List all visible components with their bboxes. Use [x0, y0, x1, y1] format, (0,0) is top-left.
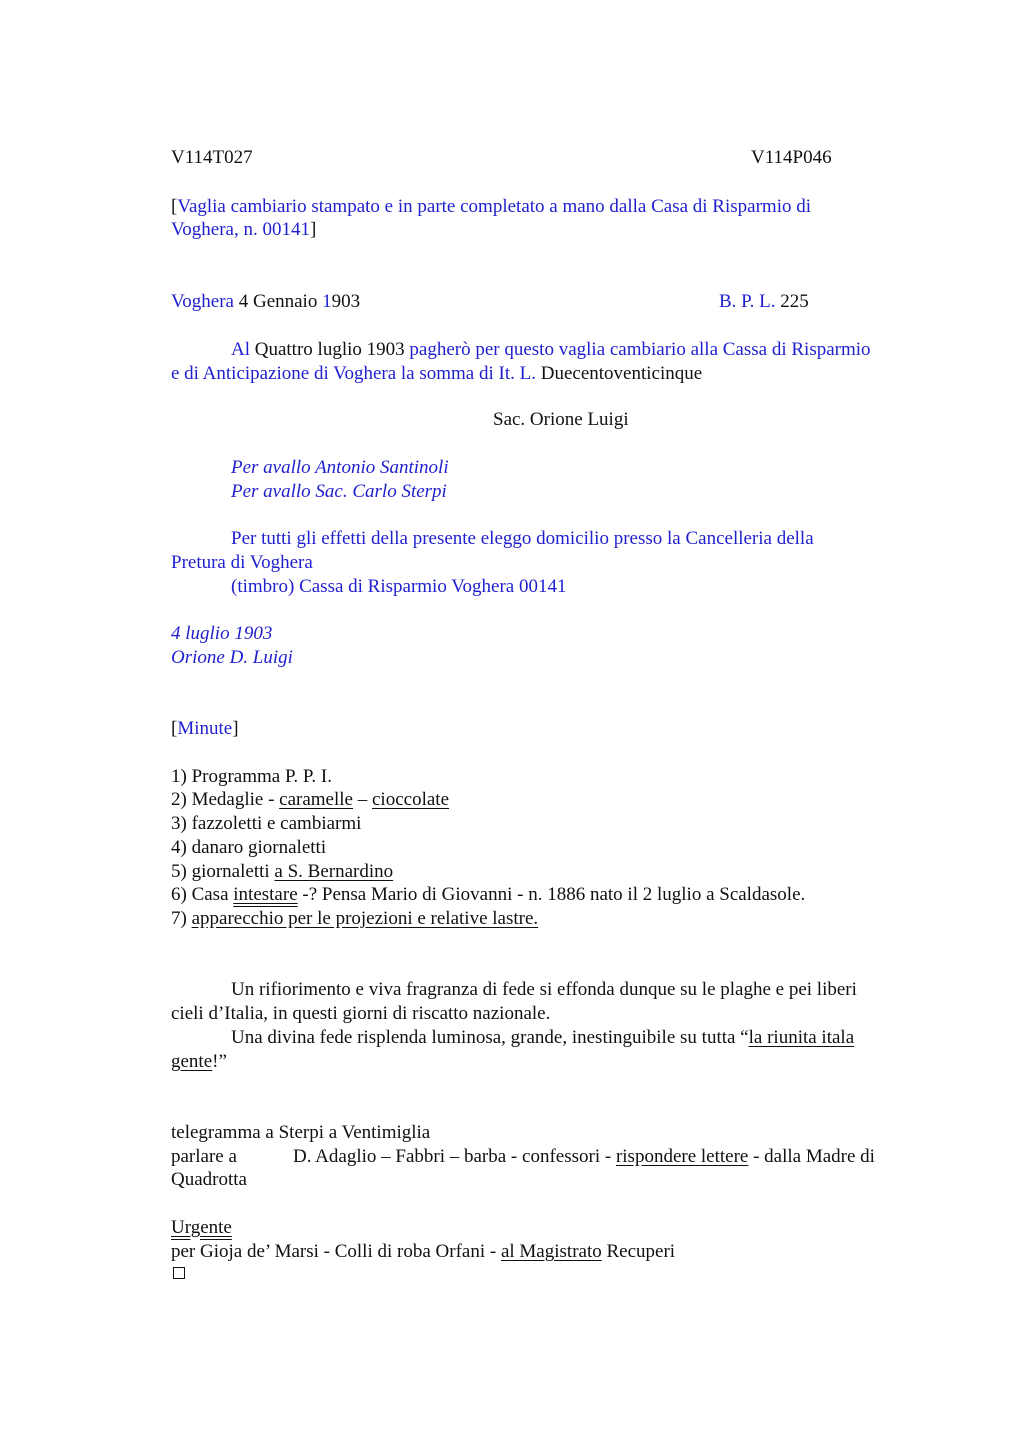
doc-code-left: V114T027: [171, 147, 253, 168]
promise-line-2: e di Anticipazione di Voghera la somma di It. L. Duecentoventicinque: [171, 363, 703, 384]
note-parlare-label: parlare a: [171, 1146, 237, 1167]
place-date: Voghera 4 Gennaio 1903: [171, 291, 361, 312]
minute-item-4: 4) danaro giornaletti: [171, 837, 327, 858]
minute-item-1: 1) Programma P. P. I.: [171, 766, 332, 787]
bpl-amount: B. P. L. 225: [719, 291, 809, 312]
note-quadrotta: Quadrotta: [171, 1169, 247, 1190]
paragraph-line-3: Una divina fede risplenda luminosa, grande, inestinguibile su tutta “la riunita itala: [231, 1027, 855, 1048]
empty-box-icon: [173, 1267, 185, 1279]
doc-code-right: V114P046: [751, 147, 832, 168]
paragraph-line-1: Un rifiorimento e viva fragranza di fede si effonda dunque su le plaghe e pei liberi: [231, 979, 857, 1000]
endorse-name: Orione D. Luigi: [171, 647, 293, 668]
note-parlare-list: D. Adaglio – Fabbri – barba - confessori - rispondere lettere - dalla Madre di: [293, 1146, 875, 1167]
avallo-2: Per avallo Sac. Carlo Sterpi: [231, 481, 447, 502]
note-urgente: Urgente: [171, 1217, 232, 1238]
minute-item-5: 5) giornaletti a S. Bernardino: [171, 861, 394, 882]
signature: Sac. Orione Luigi: [493, 409, 629, 430]
domicile-line-1: Per tutti gli effetti della presente eleggo domicilio presso la Cancelleria della: [231, 528, 814, 549]
minute-item-7: 7) apparecchio per le projezioni e relative lastre.: [171, 908, 539, 929]
note-gioja: per Gioja de’ Marsi - Colli di roba Orfani - al Magistrato Recuperi: [171, 1241, 676, 1262]
promise-line-1: Al Quattro luglio 1903 pagherò per questo vaglia cambiario alla Cassa di Risparmio: [231, 339, 871, 360]
note-telegram: telegramma a Sterpi a Ventimiglia: [171, 1122, 431, 1143]
avallo-1: Per avallo Antonio Santinoli: [231, 457, 449, 478]
paragraph-line-2: cieli d’Italia, in questi giorni di riscatto nazionale.: [171, 1003, 551, 1024]
minute-item-2: 2) Medaglie - caramelle – cioccolate: [171, 789, 450, 810]
minute-heading: [Minute]: [171, 718, 239, 739]
domicile-line-2: Pretura di Voghera: [171, 552, 313, 573]
minute-item-3: 3) fazzoletti e cambiarmi: [171, 813, 362, 834]
editorial-note-cont: Voghera, n. 00141]: [171, 219, 317, 240]
endorse-date: 4 luglio 1903: [171, 623, 273, 644]
minute-item-6: 6) Casa intestare -? Pensa Mario di Giovanni - n. 1886 nato il 2 luglio a Scaldasole.: [171, 884, 806, 905]
paragraph-line-4: gente!”: [171, 1051, 227, 1072]
stamp-text: (timbro) Cassa di Risparmio Voghera 00141: [231, 576, 567, 597]
editorial-note: [Vaglia cambiario stampato e in parte completato a mano dalla Casa di Risparmio di: [171, 196, 811, 217]
